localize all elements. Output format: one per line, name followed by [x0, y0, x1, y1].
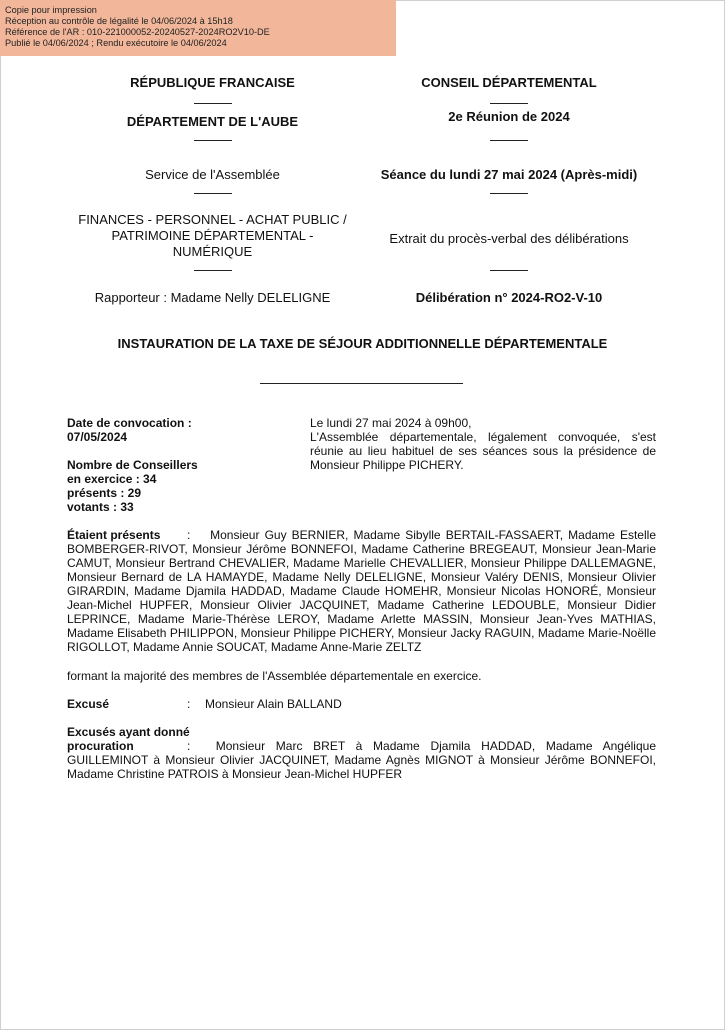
commission-line: NUMÉRIQUE: [172, 244, 253, 259]
excuse-colon: :: [187, 697, 191, 711]
separator: [490, 270, 528, 271]
presents-list: Monsieur Guy BERNIER, Madame Sibylle BERTAIL-FASSAERT, Madame Estelle BOMBERGER-RIVOT, Monsieur Jérôme BONNEFOI, Madame Catherine BREGEAUT, Monsieur Jean-Marie CAMUT, Monsieur Bertrand CHEVALIER, Madame Marielle CHEVALLIER, Monsieur Philippe DALLEMAGNE, Monsieur Bernard de LA HAMAYDE, Madame Nelly DELELIGNE, Monsieur Valéry DENIS, Monsieur Olivier GIRARDIN, Madame Djamila HADDAD, Madame Claude HOMEHR, Monsieur Nicolas HONORÉ, Monsieur Jean-Michel HUPFER, Monsieur Olivier JACQUINET, Madame Catherine LEDOUBLE, Monsieur Didier LEPRINCE, Madame Marie-Thérèse LEROY, Madame Arlette MASSIN, Monsieur Jean-Yves MATHIAS, Madame Elisabeth PHILIPPON, Monsieur Philippe PICHERY, Monsieur Jacky RAGUIN, Madame Marie-Noëlle RIGOLLOT, Madame Annie SOUCAT, Madame Anne-Marie ZELTZ: [67, 528, 656, 654]
title-underline: [260, 383, 463, 384]
conseillers-presents: présents : 29: [67, 486, 142, 500]
reunion-label: 2e Réunion de 2024: [448, 109, 570, 124]
conseillers-votants: votants : 33: [67, 500, 134, 514]
separator: [490, 103, 528, 104]
stamp-line: Référence de l'AR : 010-221000052-20240527-2024RO2V10-DE: [5, 27, 270, 37]
procuration-colon: :: [187, 739, 191, 753]
separator: [194, 193, 232, 194]
separator: [490, 193, 528, 194]
procuration-label-line2: procuration: [67, 739, 134, 753]
separator: [490, 140, 528, 141]
stamp-line: Réception au contrôle de légalité le 04/06/2024 à 15h18: [5, 16, 233, 26]
presents-label: Étaient présents: [67, 528, 161, 542]
separator: [194, 140, 232, 141]
stamp-line: Copie pour impression: [5, 5, 97, 15]
conseillers-label: Nombre de Conseillers: [67, 458, 198, 472]
service-label: Service de l'Assemblée: [145, 167, 280, 182]
majorite-text: formant la majorité des membres de l'Assemblée départementale en exercice.: [67, 669, 482, 683]
presents-colon: :: [187, 528, 191, 542]
commission-label: [60, 212, 365, 260]
convocation-date-value: 07/05/2024: [67, 430, 128, 444]
extrait-label: Extrait du procès-verbal des délibérations: [389, 231, 629, 246]
excuse-section: [67, 697, 656, 711]
republique-heading: RÉPUBLIQUE FRANCAISE: [130, 75, 295, 90]
stamp-line: Publié le 04/06/2024 ; Rendu exécutoire le 04/06/2024: [5, 38, 227, 48]
rapporteur-label: Rapporteur : Madame Nelly DELELIGNE: [94, 290, 331, 305]
procuration-section: [67, 725, 656, 781]
convocation-date-label: Date de convocation :: [67, 416, 192, 430]
departement-heading: DÉPARTEMENT DE L'AUBE: [126, 114, 299, 129]
convocation-info: [67, 416, 287, 514]
commission-line: PATRIMOINE DÉPARTEMENTAL -: [111, 228, 314, 243]
deliberation-number: Délibération n° 2024-RO2-V-10: [415, 290, 603, 305]
conseil-heading: CONSEIL DÉPARTEMENTAL: [421, 75, 597, 90]
procuration-label-line1: Excusés ayant donné: [67, 725, 190, 739]
commission-line: FINANCES - PERSONNEL - ACHAT PUBLIC /: [78, 212, 347, 227]
convocation-body: L'Assemblée départementale, légalement convoquée, s'est réunie au lieu habituel de ses séances sous la présidence de Monsieur Philippe PICHERY.: [310, 430, 656, 472]
seance-label: Séance du lundi 27 mai 2024 (Après-midi): [380, 167, 638, 182]
excuse-name: Monsieur Alain BALLAND: [205, 697, 342, 711]
legality-stamp: [0, 0, 396, 56]
excuse-label: Excusé: [67, 697, 110, 711]
conseillers-exercice: en exercice : 34: [67, 472, 157, 486]
document-title: INSTAURATION DE LA TAXE DE SÉJOUR ADDITIONNELLE DÉPARTEMENTALE: [117, 336, 608, 351]
presents-section: [67, 528, 656, 654]
separator: [194, 270, 232, 271]
procuration-list: Monsieur Marc BRET à Madame Djamila HADDAD, Madame Angélique GUILLEMINOT à Monsieur Olivier JACQUINET, Madame Agnès MIGNOT à Monsieur Jérôme BONNEFOI, Madame Christine PATROIS à Monsieur Jean-Michel HUPFER: [67, 739, 656, 781]
separator: [194, 103, 232, 104]
convocation-date-line: Le lundi 27 mai 2024 à 09h00,: [310, 416, 472, 430]
convocation-text: [310, 416, 656, 472]
